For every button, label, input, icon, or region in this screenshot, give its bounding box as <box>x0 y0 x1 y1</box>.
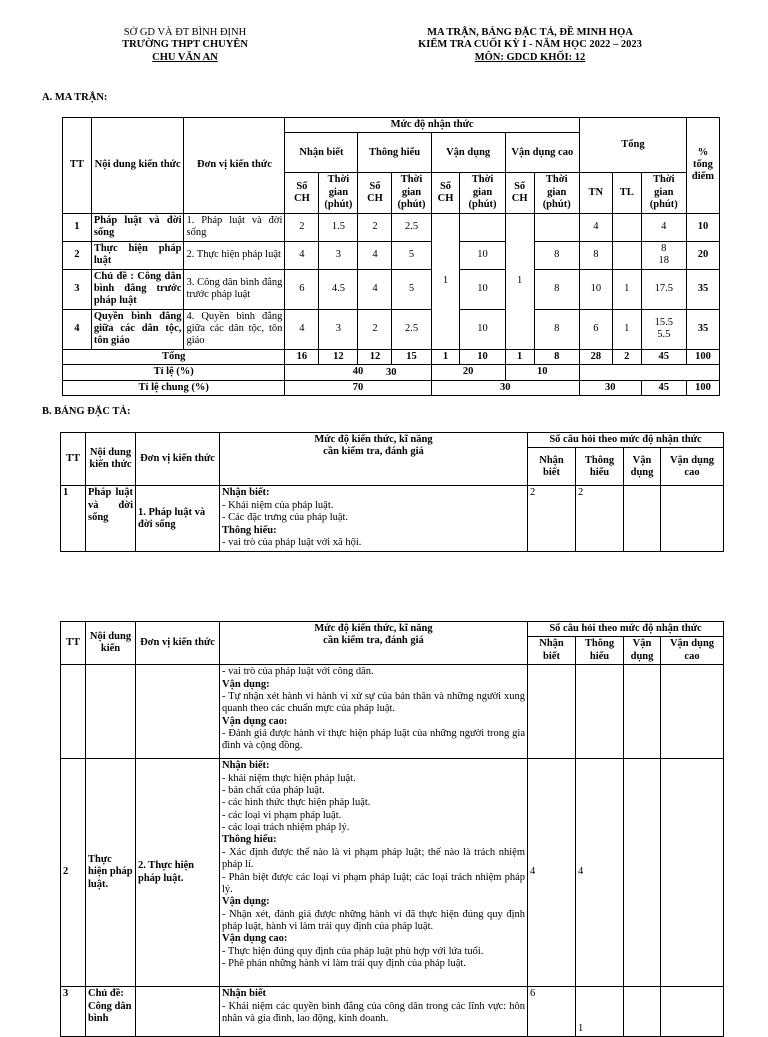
cell: 15 <box>392 349 431 364</box>
col-th: Thông hiểu <box>576 448 624 486</box>
cell <box>460 213 505 241</box>
spec-line: - Thực hiện đúng quy định của pháp luật phù hợp với lứa tuổi. <box>222 945 484 957</box>
col-count: Số câu hỏi theo mức độ nhận thức <box>528 433 724 448</box>
cell: 4 <box>641 213 686 241</box>
spec-table-2 <box>60 621 724 1037</box>
row-unit: 2. Thực hiện pháp luật. <box>136 759 220 987</box>
row-content: Pháp luật và đời sống <box>86 486 136 552</box>
table-row <box>63 309 720 349</box>
cell: 5 <box>392 269 431 309</box>
col-th-time: Thời gian (phút) <box>392 173 431 213</box>
cell: 1 <box>612 309 641 349</box>
spec-line: Nhận biết: <box>222 760 270 772</box>
cell <box>612 241 641 269</box>
section-a-title: A. MA TRẬN: <box>42 92 108 103</box>
cell: 8 <box>534 309 579 349</box>
col-vdc: Vận dụng cao <box>661 448 724 486</box>
cell: 40 <box>285 365 431 380</box>
matrix-table <box>62 117 720 396</box>
spec-line: Thông hiểu: <box>222 834 277 846</box>
cell: 20 <box>686 241 719 269</box>
row-tt: 3 <box>61 987 86 1037</box>
doc-subject: MÔN: GDCD KHỐI: 12 <box>474 51 586 63</box>
cell <box>624 486 661 552</box>
cell: 2 <box>528 486 576 552</box>
cell-vd-ch-merged: 1 <box>431 213 460 349</box>
cell <box>61 665 86 759</box>
cell: 2.5 <box>392 213 431 241</box>
row-unit: 1. Pháp luật và đời sống <box>184 213 285 241</box>
row-unit: 1. Pháp luật và đời sống <box>136 486 220 552</box>
cell: 45 <box>641 349 686 364</box>
cell: 8 18 <box>641 241 686 269</box>
row-content: Quyền bình đẳng giữa các dân tộc, tôn giáo <box>91 309 184 349</box>
cell: 1 <box>431 349 460 364</box>
cell: 10 <box>505 365 579 380</box>
spec-line: - các hình thức thực hiện pháp luật. <box>222 797 371 809</box>
cell <box>136 987 220 1037</box>
cell: 2.5 <box>392 309 431 349</box>
col-tn: TN <box>579 173 612 213</box>
header-dept: SỞ GD VÀ ĐT BÌNH ĐỊNH <box>123 27 247 38</box>
cell: 8 <box>534 349 579 364</box>
col-nb-time: Thời gian (phút) <box>319 173 358 213</box>
spec-line: Nhận biết <box>222 988 267 1000</box>
table-row <box>63 213 720 241</box>
cell <box>86 665 136 759</box>
spec-line: - các loại trách nhiệm pháp lý. <box>222 822 350 833</box>
spec-line: Thông hiểu: <box>222 524 277 536</box>
table-row <box>61 665 724 759</box>
col-th-ch: Số CH <box>358 173 392 213</box>
spec-line: Nhận biết: <box>222 487 270 499</box>
col-unit: Đơn vị kiến thức <box>136 433 220 486</box>
spec-line: - Nhận xét, đánh giá được những hành vi đã thực hiện đúng quy định pháp luật, hành vi làm trái quy định của pháp luật. <box>222 908 525 932</box>
cell: 4 <box>576 759 624 987</box>
col-vd-time: Thời gian (phút) <box>460 173 505 213</box>
row-spec-text <box>220 759 528 987</box>
cell <box>624 759 661 987</box>
ratio-th-value: 30 <box>386 367 397 378</box>
cell: 2 <box>358 309 392 349</box>
cell: 4 <box>358 269 392 309</box>
doc-title: MA TRẬN, BẢNG ĐẶC TẢ, ĐỀ MINH HỌA <box>427 27 633 38</box>
cell <box>612 213 641 241</box>
spec-line: - các loại vi phạm pháp luật. <box>222 809 342 821</box>
cell: 70 <box>285 380 431 395</box>
row-content: Pháp luật và đời sống <box>91 213 184 241</box>
spec-line: Vận dụng: <box>222 678 270 690</box>
general-label: Tỉ lệ chung (%) <box>63 380 285 395</box>
cell: 17.5 <box>641 269 686 309</box>
cell: 8 <box>534 269 579 309</box>
cell: 12 <box>319 349 358 364</box>
col-nb: Nhận biết <box>285 133 358 173</box>
cell: 4 <box>285 241 319 269</box>
cell <box>579 365 719 380</box>
cell <box>661 987 724 1037</box>
spec-line: - Các đặc trưng của pháp luật. <box>222 512 349 524</box>
row-spec-text <box>220 486 528 552</box>
cell: 100 <box>686 380 719 395</box>
spec-line: Vận dụng cao: <box>222 933 288 945</box>
ratio-label: Tỉ lệ (%) <box>63 365 285 380</box>
cell: 35 <box>686 309 719 349</box>
cell: 10 <box>579 269 612 309</box>
col-tl: TL <box>612 173 641 213</box>
cell: 8 <box>534 241 579 269</box>
row-content: Chủ đề: Công dân bình <box>86 987 136 1037</box>
row-tt: 3 <box>63 269 92 309</box>
header-school: TRƯỜNG THPT CHUYÊN <box>122 39 248 51</box>
col-total: Tổng <box>579 118 686 173</box>
table-row <box>63 241 720 269</box>
spec-line: Vận dụng cao: <box>222 715 288 727</box>
cell <box>661 486 724 552</box>
cell: 10 <box>460 309 505 349</box>
table-row <box>61 486 724 552</box>
col-vdc: Vận dụng cao <box>661 637 724 665</box>
row-spec-text <box>220 987 528 1037</box>
col-tt: TT <box>61 622 86 665</box>
col-level <box>220 433 528 486</box>
cell: 20 <box>431 365 505 380</box>
cell <box>661 759 724 987</box>
school-header <box>100 27 270 64</box>
col-vd-ch: Số CH <box>431 173 460 213</box>
cell: 1 <box>505 349 534 364</box>
row-tt: 1 <box>63 213 92 241</box>
spec-line: - Khái niệm của pháp luật. <box>222 499 334 511</box>
cell: 2 <box>358 213 392 241</box>
spec-line: - Tự nhận xét hành vi hành vi xử sự của bản thân và những người xung quanh theo các chuẩn mực của pháp luật. <box>222 690 525 715</box>
header-school-name: CHU VĂN AN <box>152 51 218 63</box>
spec-line: - Khái niệm các quyền bình đẳng của công dân trong các lĩnh vực: hôn nhân và gia đình, lao động, kinh doanh. <box>222 1000 525 1024</box>
cell: 10 <box>460 349 505 364</box>
cell: 2 <box>576 486 624 552</box>
cell: 6 <box>285 269 319 309</box>
col-total-time: Thời gian (phút) <box>641 173 686 213</box>
col-unit: Đơn vị kiến thức <box>136 622 220 665</box>
col-level-line1: Mức độ kiến thức, kĩ năng <box>314 623 433 634</box>
cell <box>528 665 576 759</box>
row-content: Thực hiện pháp luật. <box>86 759 136 987</box>
general-ratio-row <box>63 380 720 395</box>
cell: 4 <box>579 213 612 241</box>
cell: 1 <box>576 987 624 1037</box>
row-unit: 2. Thực hiện pháp luật <box>184 241 285 269</box>
total-label: Tổng <box>63 349 285 364</box>
row-content: Thực hiện pháp luật <box>91 241 184 269</box>
row-unit: 3. Công dân bình đẳng trước pháp luật <box>184 269 285 309</box>
cell <box>624 665 661 759</box>
col-nb: Nhận biết <box>528 448 576 486</box>
spec-line: Vận dụng: <box>222 896 270 908</box>
cell: 6 <box>579 309 612 349</box>
cell: 4 <box>358 241 392 269</box>
cell: 28 <box>579 349 612 364</box>
cell <box>534 213 579 241</box>
row-tt: 2 <box>63 241 92 269</box>
total-row <box>63 349 720 364</box>
spec-line: - vai trò của pháp luật với công dân. <box>222 666 374 678</box>
doc-subtitle: KIỂM TRA CUỐI KỲ I - NĂM HỌC 2022 – 2023 <box>418 39 642 51</box>
spec-line: - Đánh giá được hành vi thực hiện pháp luật của những người trong gia đình và cộng đồng. <box>222 728 525 752</box>
cell: 6 <box>528 987 576 1037</box>
cell <box>136 665 220 759</box>
row-content: Chủ đề : Công dân bình đẳng trước pháp luật <box>91 269 184 309</box>
col-vdc: Vận dụng cao <box>505 133 579 173</box>
cell: 30 <box>431 380 579 395</box>
cell: 4.5 <box>319 269 358 309</box>
cell: 10 <box>460 241 505 269</box>
cell: 10 <box>686 213 719 241</box>
cell <box>624 987 661 1037</box>
cell: 3 <box>319 309 358 349</box>
table-row <box>63 269 720 309</box>
spec-line: - khái niệm thực hiện pháp luật. <box>222 772 356 784</box>
table-row <box>61 987 724 1037</box>
table-row <box>61 759 724 987</box>
cell-vdc-ch-merged: 1 <box>505 213 534 349</box>
cell: 4 <box>285 309 319 349</box>
cell: 8 <box>579 241 612 269</box>
col-pct: % tổng điểm <box>686 118 719 214</box>
cell: 1 <box>612 269 641 309</box>
cell: 30 <box>579 380 641 395</box>
cell: 35 <box>686 269 719 309</box>
cell: 1.5 <box>319 213 358 241</box>
spec-line: - Phê phán những hành vi làm trái quy định của pháp luật. <box>222 958 466 970</box>
cell: 100 <box>686 349 719 364</box>
cell: 4 <box>528 759 576 987</box>
col-level-line2: cần kiểm tra, đánh giá <box>323 635 424 647</box>
spec-line: - vai trò của pháp luật với xã hội. <box>222 536 362 548</box>
col-level <box>220 622 528 665</box>
spec-line: - Phân biệt được các loại vi phạm pháp luật; các loại trách nhiệm pháp lý. <box>222 871 525 895</box>
cell: 3 <box>319 241 358 269</box>
col-th: Thông hiểu <box>576 637 624 665</box>
col-content: Nội dung kiến thức <box>91 118 184 214</box>
section-b-title: B. BẢNG ĐẶC TẢ: <box>42 406 131 417</box>
cell: 45 <box>641 380 686 395</box>
cell: 5 <box>392 241 431 269</box>
cell: 12 <box>358 349 392 364</box>
col-vd: Vận dụng <box>431 133 505 173</box>
cell: 15.5 5.5 <box>641 309 686 349</box>
col-nb: Nhận biết <box>528 637 576 665</box>
col-vdc-ch: Số CH <box>505 173 534 213</box>
col-level-line2: cần kiểm tra, đánh giá <box>323 446 424 458</box>
cell: 10 <box>460 269 505 309</box>
cell <box>661 665 724 759</box>
spec-line: - bản chất của pháp luật. <box>222 784 325 796</box>
col-tt: TT <box>63 118 92 214</box>
doc-title-block <box>380 27 680 64</box>
col-level: Mức độ nhận thức <box>285 118 579 133</box>
col-unit: Đơn vị kiến thức <box>184 118 285 214</box>
row-tt: 2 <box>61 759 86 987</box>
row-spec-text <box>220 665 528 759</box>
col-tt: TT <box>61 433 86 486</box>
col-vd: Vận dụng <box>624 637 661 665</box>
col-count: Số câu hỏi theo mức độ nhận thức <box>528 622 724 637</box>
cell <box>576 665 624 759</box>
cell: 16 <box>285 349 319 364</box>
cell: 2 <box>612 349 641 364</box>
col-vd: Vận dụng <box>624 448 661 486</box>
col-th: Thông hiểu <box>358 133 431 173</box>
col-level-line1: Mức độ kiến thức, kĩ năng <box>314 434 433 445</box>
col-content: Nội dung kiến thức <box>86 433 136 486</box>
row-tt: 1 <box>61 486 86 552</box>
cell: 2 <box>285 213 319 241</box>
col-nb-ch: Số CH <box>285 173 319 213</box>
spec-line: - Xác định được thế nào là vi phạm pháp luật; thế nào là trách nhiệm pháp lí. <box>222 846 525 871</box>
row-tt: 4 <box>63 309 92 349</box>
row-unit: 4. Quyền bình đẳng giữa các dân tộc, tôn giáo <box>184 309 285 349</box>
spec-table-1 <box>60 432 724 552</box>
col-vdc-time: Thời gian (phút) <box>534 173 579 213</box>
col-content: Nội dung kiến <box>86 622 136 665</box>
